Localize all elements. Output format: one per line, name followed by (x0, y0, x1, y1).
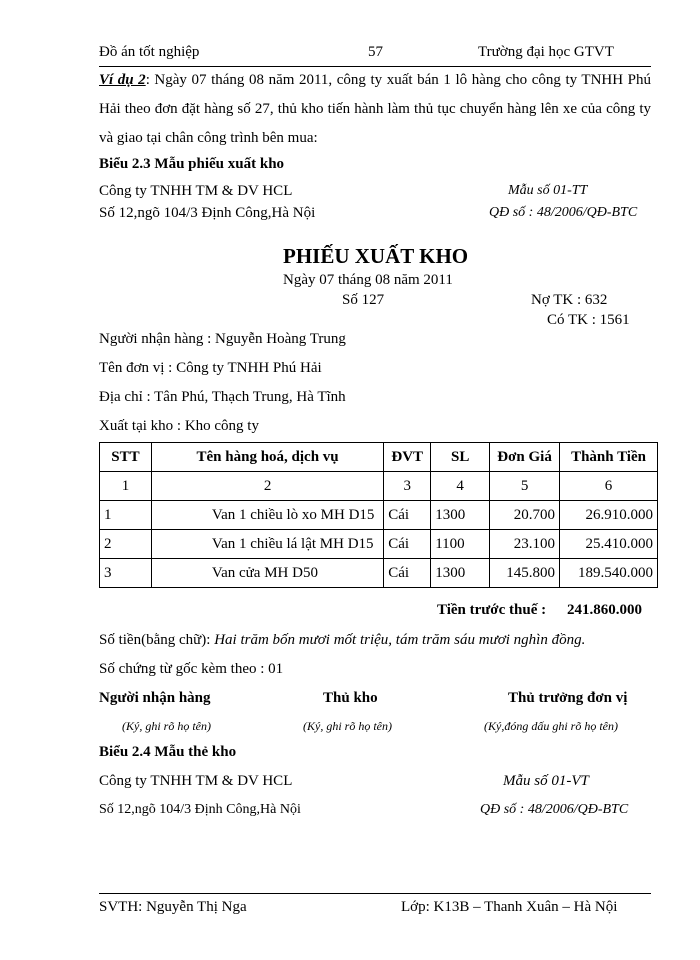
form1-debit: Nợ TK : 632 (531, 292, 608, 308)
table-cell: 189.540.000 (560, 559, 658, 588)
form1-credit: Có TK : 1561 (547, 312, 630, 328)
table-row (100, 530, 658, 559)
form1-unit: Tên đơn vị : Công ty TNHH Phú Hải (99, 360, 322, 376)
pretax-label: Tiền trước thuế : (437, 602, 547, 618)
table-header-row (100, 443, 658, 472)
table-header: Đơn Giá (490, 443, 560, 472)
form1-title: PHIẾU XUẤT KHO (283, 244, 469, 268)
table-cell: Cái (384, 530, 431, 559)
signature-note-storekeeper: (Ký, ghi rõ họ tên) (303, 719, 392, 733)
header-right: Trường đại học GTVT (478, 44, 614, 60)
table-cell: 1 (100, 501, 152, 530)
footer-left: SVTH: Nguyễn Thị Nga (99, 899, 247, 915)
table-header: Tên hàng hoá, dịch vụ (151, 443, 383, 472)
form1-receiver: Người nhận hàng : Nguyễn Hoàng Trung (99, 331, 346, 347)
table-cell: 6 (560, 472, 658, 501)
table-cell: 25.410.000 (560, 530, 658, 559)
form1-company: Công ty TNHH TM & DV HCL (99, 183, 293, 199)
table-cell: 1 (100, 472, 152, 501)
footer-right: Lớp: K13B – Thanh Xuân – Hà Nội (401, 899, 618, 915)
table-cell: Cái (384, 559, 431, 588)
form1-warehouse: Xuất tại kho : Kho công ty (99, 418, 259, 434)
form1-date: Ngày 07 tháng 08 năm 2011 (283, 272, 453, 288)
form1-address: Số 12,ngõ 104/3 Định Công,Hà Nội (99, 205, 316, 221)
table-cell: 26.910.000 (560, 501, 658, 530)
table-cell: Van cửa MH D50 (151, 559, 383, 588)
attached-docs: Số chứng từ gốc kèm theo : 01 (99, 661, 284, 677)
table-cell: Cái (384, 501, 431, 530)
pretax-value: 241.860.000 (567, 602, 642, 618)
form2-company: Công ty TNHH TM & DV HCL (99, 773, 293, 789)
example-text: : Ngày 07 tháng 08 năm 2011, công ty xuất bán 1 lô hàng cho công ty TNHH Phú Hải theo đơn đặt hàng số 27, thủ kho tiến hành làm thủ tục chuyển hàng lên xe của công ty và giao tại chân công trình bên mua: (99, 72, 651, 146)
form2-form-code: Mẫu số 01-VT (503, 773, 589, 789)
table-cell: 20.700 (490, 501, 560, 530)
example-paragraph (99, 66, 651, 153)
table-header: ĐVT (384, 443, 431, 472)
table-cell: 2 (100, 530, 152, 559)
table-index-row (100, 472, 658, 501)
table-cell: 1300 (431, 501, 490, 530)
table-header: SL (431, 443, 490, 472)
table-cell: 23.100 (490, 530, 560, 559)
form2-decision: QĐ số : 48/2006/QĐ-BTC (480, 802, 629, 817)
invoice-table (99, 442, 658, 588)
form1-decision: QĐ số : 48/2006/QĐ-BTC (489, 205, 638, 220)
table-cell: 5 (490, 472, 560, 501)
table-cell: 1300 (431, 559, 490, 588)
form1-addr: Địa chỉ : Tân Phú, Thạch Trung, Hà Tĩnh (99, 389, 346, 405)
signature-title-receiver: Người nhận hàng (99, 690, 211, 706)
table-cell: Van 1 chiều lò xo MH D15 (151, 501, 383, 530)
example-label: Ví dụ 2 (99, 72, 146, 88)
footer-rule (99, 893, 651, 894)
form1-form-code: Mẫu số 01-TT (508, 183, 588, 198)
table-cell: 1100 (431, 530, 490, 559)
table-header: Thành Tiền (560, 443, 658, 472)
signature-title-storekeeper: Thủ kho (323, 690, 378, 706)
amount-words: Hai trăm bốn mươi mốt triệu, tám trăm sáu mươi nghìn đồng. (214, 632, 586, 648)
table-cell: 145.800 (490, 559, 560, 588)
table-header: STT (100, 443, 152, 472)
signature-note-head: (Ký,đóng dấu ghi rõ họ tên) (484, 719, 618, 733)
table-cell: 4 (431, 472, 490, 501)
form2-address: Số 12,ngõ 104/3 Định Công,Hà Nội (99, 802, 301, 817)
table-row (100, 559, 658, 588)
form1-number: Số 127 (342, 292, 385, 308)
form2-caption: Biểu 2.4 Mẫu thẻ kho (99, 744, 237, 760)
table-cell: 3 (100, 559, 152, 588)
table-cell: 3 (384, 472, 431, 501)
form1-caption: Biểu 2.3 Mẫu phiếu xuất kho (99, 156, 285, 172)
header-left: Đồ án tốt nghiệp (99, 44, 200, 60)
amount-words-label: Số tiền(bằng chữ): (99, 632, 211, 648)
page-number: 57 (368, 44, 383, 60)
signature-note-receiver: (Ký, ghi rõ họ tên) (122, 719, 211, 733)
table-cell: Van 1 chiều lá lật MH D15 (151, 530, 383, 559)
signature-title-head: Thủ trưởng đơn vị (508, 690, 628, 706)
table-row (100, 501, 658, 530)
table-cell: 2 (151, 472, 383, 501)
amount-words-line (99, 632, 585, 649)
